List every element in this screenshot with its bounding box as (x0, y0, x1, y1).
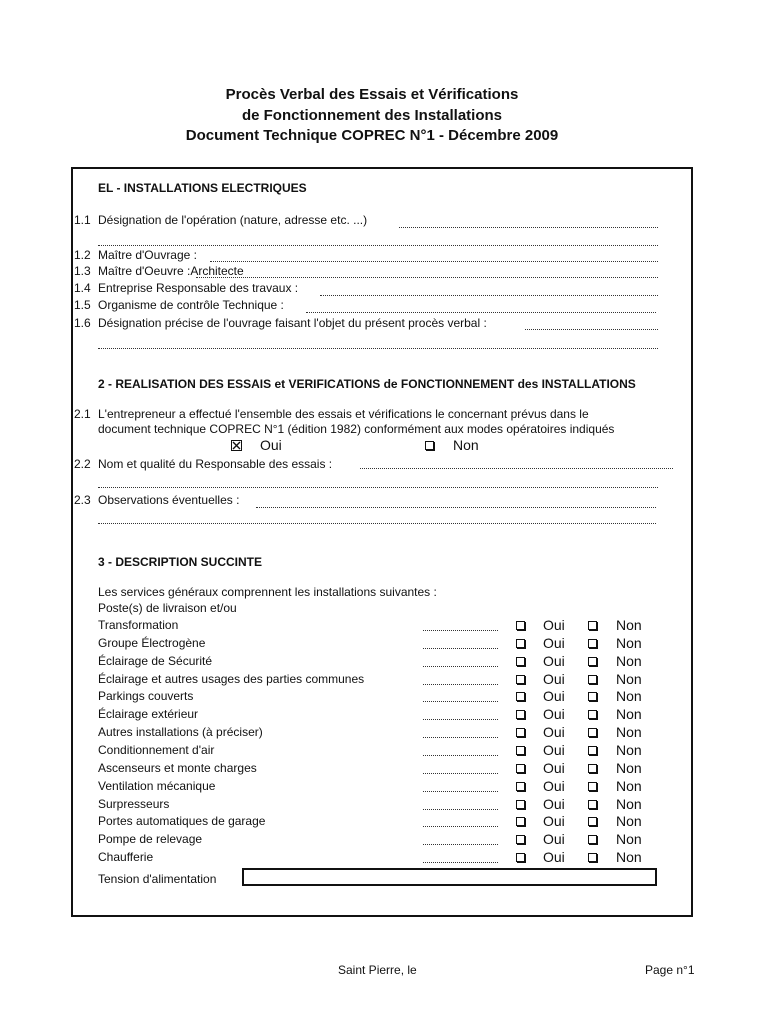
installation-non-checkbox[interactable] (588, 728, 597, 737)
installation-row-label: Éclairage extérieur (98, 707, 199, 722)
installation-row-field[interactable] (423, 844, 498, 845)
installation-non-label: Non (616, 741, 642, 758)
installation-row-label: Ventilation mécanique (98, 778, 216, 793)
installation-non-label: Non (616, 724, 642, 741)
essais-statement-line1: L'entrepreneur a effectué l'ensemble des essais et vérifications le concernant prévus dans le (98, 407, 589, 421)
section3-heading: 3 - DESCRIPTION SUCCINTE (98, 555, 263, 569)
installation-row-label: Autres installations (à préciser) (98, 725, 263, 740)
installation-non-label: Non (616, 795, 642, 812)
item-number: 1.2 (74, 248, 91, 262)
responsable-essais-label: Nom et qualité du Responsable des essais : (98, 457, 333, 471)
installation-row-label: Transformation (98, 618, 179, 632)
installation-row-label: Pompe de relevage (98, 832, 203, 847)
installation-row-field[interactable] (423, 684, 498, 685)
essais-non-checkbox[interactable] (425, 441, 434, 450)
installation-oui-checkbox[interactable] (516, 746, 525, 755)
installation-non-label: Non (616, 670, 642, 687)
doc-title-line3: Document Technique COPREC N°1 - Décembre 2009 (185, 127, 559, 144)
ouvrage-designation-field-line2[interactable] (98, 348, 658, 349)
operation-designation-label: Désignation de l'opération (nature, adresse etc. ...) (98, 213, 368, 227)
maitre-ouvrage-label: Maître d'Ouvrage : (98, 248, 197, 262)
installation-row-label: Chaufferie (98, 850, 154, 865)
installation-oui-checkbox[interactable] (516, 764, 525, 773)
installation-non-checkbox[interactable] (588, 675, 597, 684)
operation-designation-field-line2[interactable] (98, 245, 658, 246)
item-number: 1.4 (74, 281, 91, 295)
installation-row-field[interactable] (423, 755, 498, 756)
installation-non-label: Non (616, 831, 642, 848)
services-intro-line2: Poste(s) de livraison et/ou (98, 601, 237, 615)
doc-title-line2: de Fonctionnement des Installations (241, 107, 503, 124)
installation-oui-checkbox[interactable] (516, 835, 525, 844)
installation-non-label: Non (616, 617, 642, 633)
essais-statement-line2: document technique COPREC N°1 (édition 1982) conformément aux modes opératoires indiqués (98, 422, 615, 436)
installation-row-field[interactable] (423, 701, 498, 702)
installation-non-label: Non (616, 759, 642, 776)
installation-non-checkbox[interactable] (588, 782, 597, 791)
installation-oui-label: Oui (543, 724, 565, 741)
installation-row-field[interactable] (423, 737, 498, 738)
installation-row-label: Éclairage de Sécurité (98, 653, 213, 668)
responsable-essais-field[interactable] (360, 468, 673, 469)
installation-oui-label: Oui (543, 741, 565, 758)
installation-oui-label: Oui (543, 831, 565, 848)
installation-oui-checkbox[interactable] (516, 800, 525, 809)
installation-non-label: Non (616, 813, 642, 830)
installation-oui-checkbox[interactable] (516, 817, 525, 826)
ouvrage-designation-field[interactable] (525, 329, 658, 330)
installation-oui-label: Oui (543, 634, 565, 651)
installation-non-label: Non (616, 652, 642, 669)
installation-row-label: Surpresseurs (98, 796, 170, 811)
section2-heading: 2 - REALISATION DES ESSAIS et VERIFICATIONS de FONCTIONNEMENT des INSTALLATIONS (98, 377, 636, 391)
installation-oui-label: Oui (543, 706, 565, 723)
section1-heading: EL - INSTALLATIONS ELECTRIQUES (98, 181, 307, 195)
ouvrage-designation-label: Désignation précise de l'ouvrage faisant l'objet du présent procès verbal : (98, 316, 487, 330)
installation-oui-checkbox[interactable] (516, 728, 525, 737)
installation-row-label: Portes automatiques de garage (98, 814, 266, 829)
installation-oui-label: Oui (543, 849, 565, 866)
observations-field-line2[interactable] (98, 523, 656, 524)
installation-non-label: Non (616, 688, 642, 705)
installation-non-label: Non (616, 849, 642, 866)
installation-oui-label: Oui (543, 795, 565, 812)
organisme-label: Organisme de contrôle Technique : (98, 298, 284, 312)
installation-non-checkbox[interactable] (588, 621, 597, 630)
observations-label: Observations éventuelles : (98, 493, 240, 507)
responsable-essais-field-line2[interactable] (98, 487, 658, 488)
footer-place: Saint Pierre, le (338, 963, 417, 977)
observations-field[interactable] (256, 507, 656, 508)
check-x-icon (232, 441, 241, 450)
item-number: 1.5 (74, 298, 91, 312)
installation-non-checkbox[interactable] (588, 764, 597, 773)
installation-non-label: Non (616, 706, 642, 723)
item-number: 2.3 (74, 493, 91, 507)
installation-oui-label: Oui (543, 759, 565, 776)
installation-row-label: Groupe Électrogène (98, 635, 206, 650)
installation-row-field[interactable] (423, 648, 498, 649)
installation-row-label: Éclairage et autres usages des parties communes (98, 671, 365, 686)
installation-row-field[interactable] (423, 826, 498, 827)
installation-non-checkbox[interactable] (588, 835, 597, 844)
installation-oui-label: Oui (543, 777, 565, 794)
installation-non-checkbox[interactable] (588, 692, 597, 701)
operation-designation-field[interactable] (399, 227, 658, 228)
installation-oui-checkbox[interactable] (516, 639, 525, 648)
installation-oui-checkbox[interactable] (516, 675, 525, 684)
installation-non-checkbox[interactable] (588, 710, 597, 719)
installation-row-field[interactable] (423, 809, 498, 810)
installation-row-field[interactable] (423, 666, 498, 667)
essais-oui-label: Oui (260, 437, 282, 453)
item-number: 1.1 (74, 213, 91, 227)
installation-non-checkbox[interactable] (588, 817, 597, 826)
installation-oui-label: Oui (543, 652, 565, 669)
installation-non-checkbox[interactable] (588, 657, 597, 666)
maitre-oeuvre-label: Maître d'Oeuvre :Architecte (98, 264, 244, 278)
installation-non-checkbox[interactable] (588, 639, 597, 648)
installation-row-field[interactable] (423, 773, 498, 774)
installation-non-label: Non (616, 777, 642, 794)
services-intro-line1: Les services généraux comprennent les installations suivantes : (98, 585, 437, 599)
installation-oui-checkbox[interactable] (516, 853, 525, 862)
installation-non-checkbox[interactable] (588, 853, 597, 862)
item-number: 1.6 (74, 316, 91, 330)
installation-oui-checkbox[interactable] (516, 782, 525, 791)
installation-row-field[interactable] (423, 630, 498, 631)
essais-non-label: Non (453, 437, 479, 453)
tension-label: Tension d'alimentation (98, 872, 217, 886)
installation-row-field[interactable] (423, 862, 498, 863)
installation-row-label: Parkings couverts (98, 689, 194, 704)
organisme-field[interactable] (306, 312, 656, 313)
item-number: 1.3 (74, 264, 91, 278)
installation-non-label: Non (616, 634, 642, 651)
installation-row-label: Ascenseurs et monte charges (98, 760, 257, 775)
doc-title-line1: Procès Verbal des Essais et Vérifications (225, 86, 519, 103)
maitre-ouvrage-field[interactable] (210, 261, 658, 262)
installation-oui-checkbox[interactable] (516, 710, 525, 719)
installation-oui-label: Oui (543, 813, 565, 830)
installation-non-checkbox[interactable] (588, 746, 597, 755)
entreprise-field[interactable] (320, 295, 658, 296)
installation-non-checkbox[interactable] (588, 800, 597, 809)
maitre-oeuvre-field[interactable] (196, 277, 658, 278)
installation-row-label: Conditionnement d'air (98, 742, 215, 757)
installation-oui-label: Oui (543, 617, 565, 633)
installation-oui-checkbox[interactable] (516, 657, 525, 666)
item-number: 2.2 (74, 457, 91, 471)
essais-oui-checkbox-checked[interactable] (231, 440, 242, 451)
installation-oui-label: Oui (543, 670, 565, 687)
item-number: 2.1 (74, 407, 91, 421)
tension-input[interactable] (242, 868, 657, 886)
installation-oui-checkbox[interactable] (516, 621, 525, 630)
installation-row-field[interactable] (423, 791, 498, 792)
installation-oui-checkbox[interactable] (516, 692, 525, 701)
footer-page-number: Page n°1 (645, 963, 695, 977)
installation-row-field[interactable] (423, 719, 498, 720)
installation-oui-label: Oui (543, 688, 565, 705)
entreprise-label: Entreprise Responsable des travaux : (98, 281, 299, 295)
